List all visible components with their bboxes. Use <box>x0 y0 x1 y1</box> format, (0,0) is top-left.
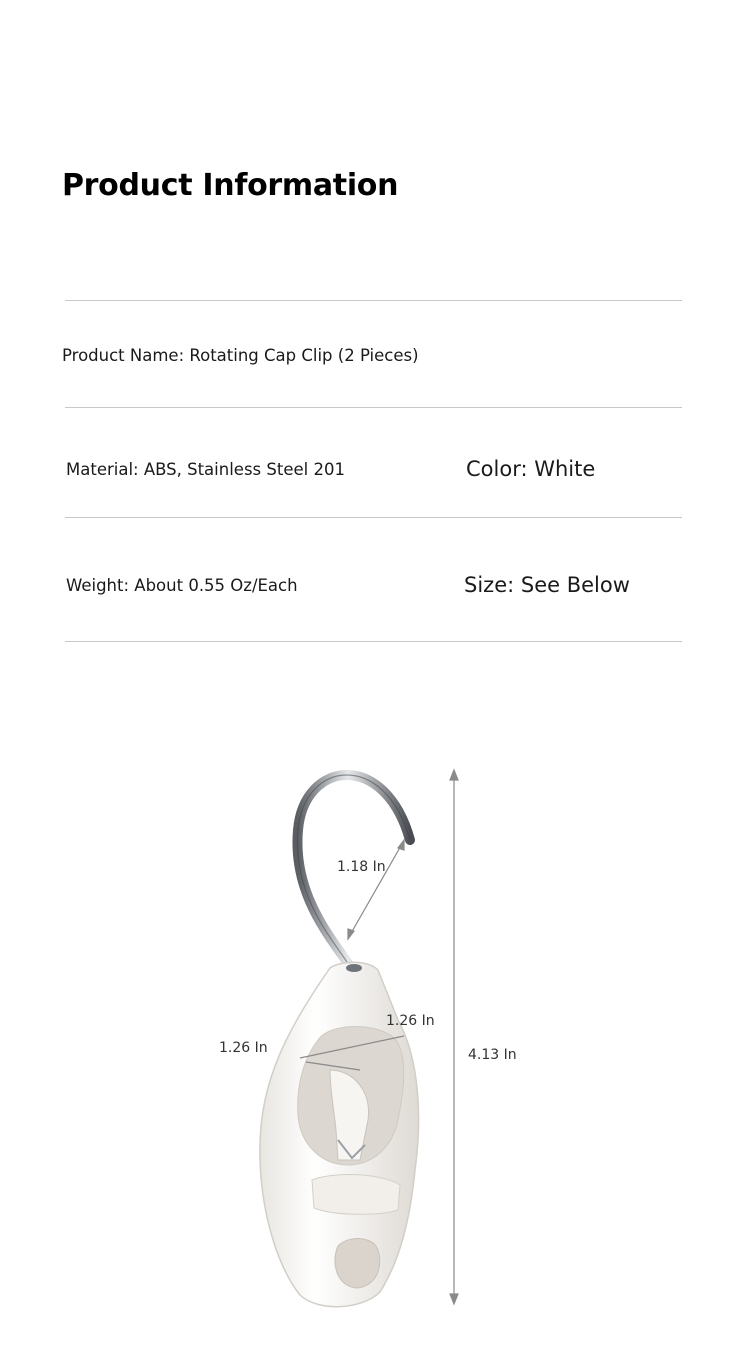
divider-3 <box>65 517 682 518</box>
weight-label: Weight: About 0.55 Oz/Each <box>66 576 298 595</box>
page-title: Product Information <box>62 168 399 203</box>
dim-hook-opening: 1.18 In <box>337 859 386 875</box>
divider-2 <box>65 407 682 408</box>
dim-clip-width-left: 1.26 In <box>219 1040 268 1056</box>
divider-1 <box>65 300 682 301</box>
dim-total-height: 4.13 In <box>468 1047 517 1063</box>
size-label: Size: See Below <box>464 573 630 597</box>
color-label: Color: White <box>466 457 596 481</box>
product-name-label: Product Name: Rotating Cap Clip (2 Pieces) <box>62 346 419 365</box>
product-figure <box>0 740 750 1340</box>
cap-clip-illustration <box>0 740 750 1340</box>
dim-clip-width-right: 1.26 In <box>386 1013 435 1029</box>
divider-4 <box>65 641 682 642</box>
material-label: Material: ABS, Stainless Steel 201 <box>66 460 345 479</box>
